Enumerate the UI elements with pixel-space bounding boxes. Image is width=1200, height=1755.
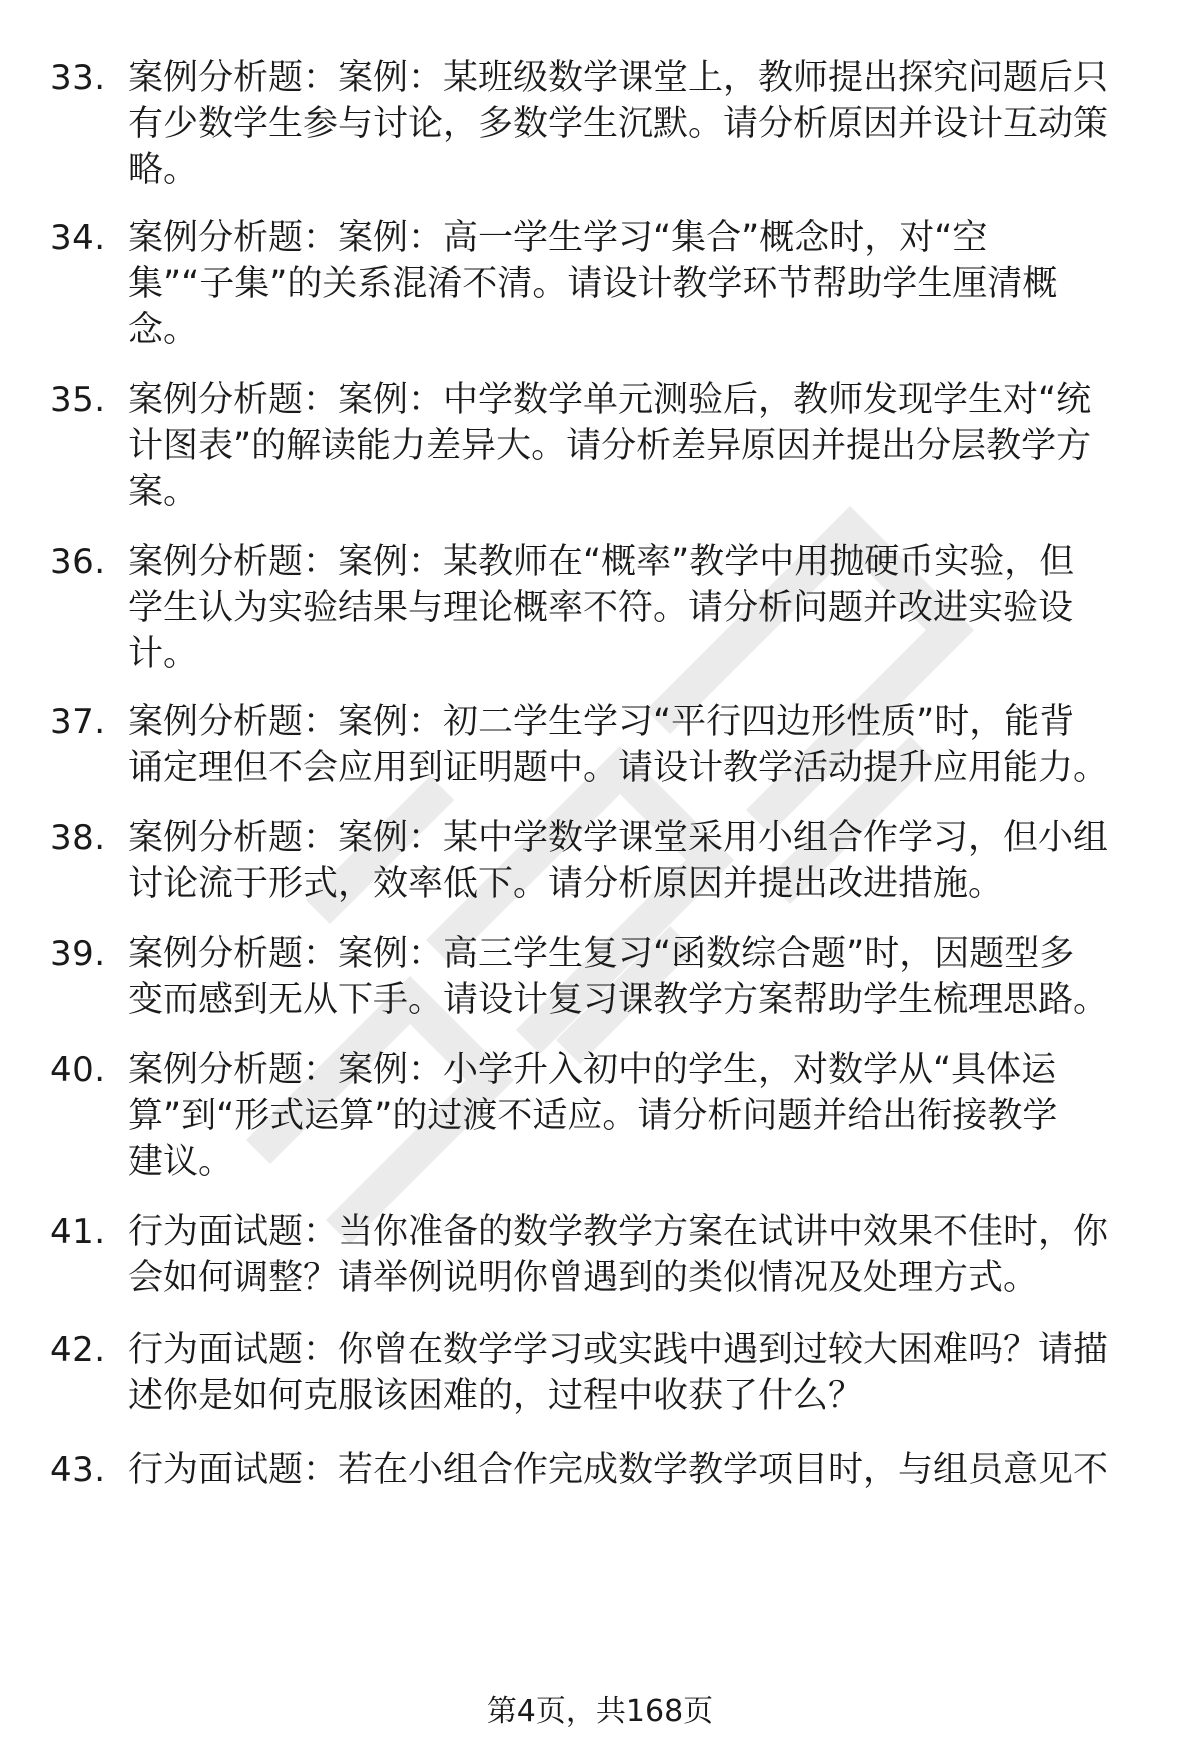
question-text-line: 会如何调整？请举例说明你曾遇到的类似情况及处理方式。 — [128, 1258, 1039, 1298]
question-text-line: 行为面试题：当你准备的数学教学方案在试讲中效果不佳时，你 — [128, 1212, 1109, 1252]
question-number: 36. — [50, 542, 106, 582]
question-number: 39. — [50, 934, 106, 974]
question-text-line: 案例分析题：案例：某中学数学课堂采用小组合作学习，但小组 — [128, 818, 1109, 858]
question-text-line: 案例分析题：案例：某教师在“概率”教学中用抛硬币实验，但 — [128, 542, 1075, 582]
question-number: 43. — [50, 1450, 106, 1490]
question-number: 42. — [50, 1330, 106, 1370]
question-text-line: 有少数学生参与讨论，多数学生沉默。请分析原因并设计互动策 — [128, 104, 1109, 144]
question-number: 33. — [50, 58, 106, 98]
question-text-line: 案例分析题：案例：中学数学单元测验后，教师发现学生对“统 — [128, 380, 1092, 420]
question-text-line: 行为面试题：若在小组合作完成数学教学项目时，与组员意见不 — [128, 1450, 1109, 1490]
question-text-line: 案例分析题：案例：高一学生学习“集合”概念时，对“空 — [128, 218, 988, 258]
question-text-line: 案例分析题：案例：高三学生复习“函数综合题”时，因题型多 — [128, 934, 1075, 974]
question-number: 37. — [50, 702, 106, 742]
question-text-line: 集”“子集”的关系混淆不清。请设计教学环节帮助学生厘清概 — [128, 264, 1058, 304]
question-text-line: 讨论流于形式，效率低下。请分析原因并提出改进措施。 — [128, 864, 1004, 904]
question-number: 34. — [50, 218, 106, 258]
question-number: 38. — [50, 818, 106, 858]
question-text-line: 变而感到无从下手。请设计复习课教学方案帮助学生梳理思路。 — [128, 980, 1109, 1020]
question-text-line: 念。 — [128, 310, 199, 350]
question-number: 41. — [50, 1212, 106, 1252]
question-text-line: 算”到“形式运算”的过渡不适应。请分析问题并给出衔接教学 — [128, 1096, 1058, 1136]
page-number-footer: 第4页，共168页 — [486, 1694, 714, 1729]
question-text-line: 行为面试题：你曾在数学学习或实践中遇到过较大困难吗？请描 — [128, 1330, 1109, 1370]
question-text-line: 案。 — [128, 472, 199, 512]
question-text-line: 学生认为实验结果与理论概率不符。请分析问题并改进实验设 — [128, 588, 1074, 628]
question-text-line: 案例分析题：案例：某班级数学课堂上，教师提出探究问题后只 — [128, 58, 1109, 98]
question-number: 35. — [50, 380, 106, 420]
question-text-line: 案例分析题：案例：初二学生学习“平行四边形性质”时，能背 — [128, 702, 1075, 742]
question-text-line: 计图表”的解读能力差异大。请分析差异原因并提出分层教学方 — [128, 426, 1092, 466]
question-text-line: 建议。 — [128, 1142, 234, 1182]
question-text-line: 略。 — [128, 150, 199, 190]
question-text-line: 案例分析题：案例：小学升入初中的学生，对数学从“具体运 — [128, 1050, 1057, 1090]
question-text-line: 计。 — [128, 634, 199, 674]
question-text-line: 诵定理但不会应用到证明题中。请设计教学活动提升应用能力。 — [128, 748, 1109, 788]
question-number: 40. — [50, 1050, 106, 1090]
question-text-line: 述你是如何克服该困难的，过程中收获了什么？ — [128, 1376, 864, 1416]
